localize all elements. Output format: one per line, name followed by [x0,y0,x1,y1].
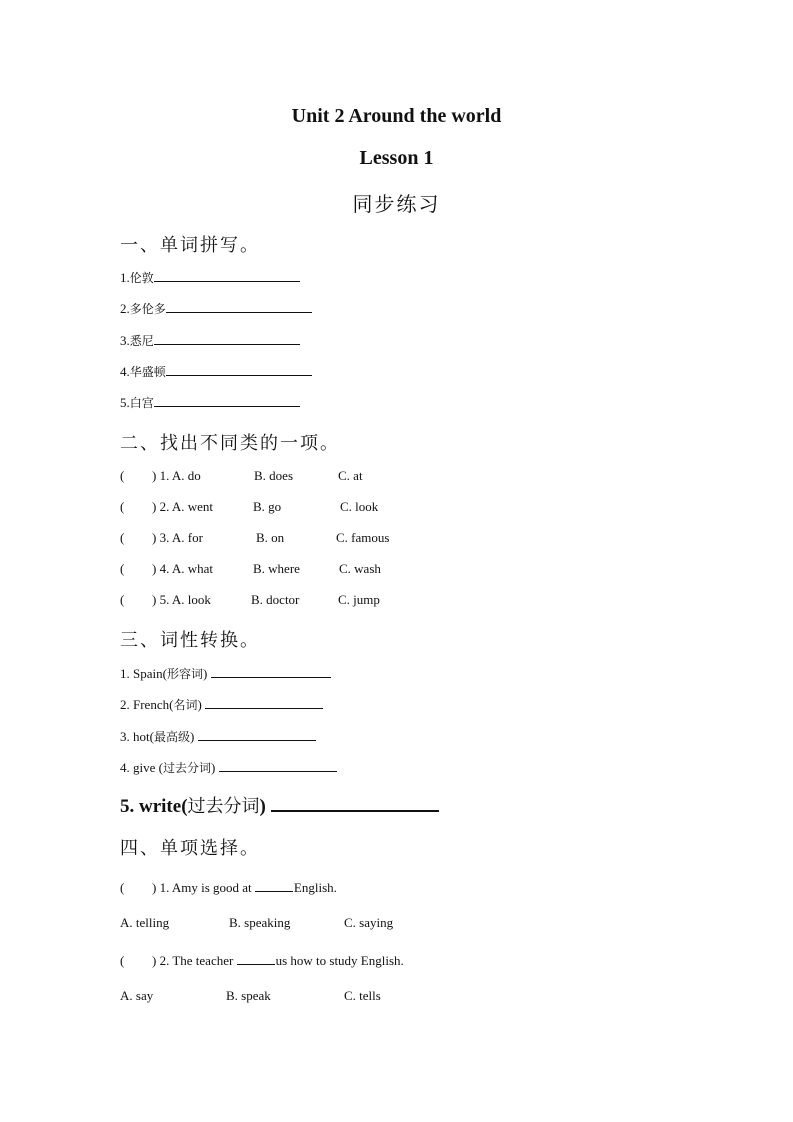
item-stem: 5. write( [120,796,188,817]
word-form-item-3 [120,728,316,745]
stem-text: us how to study English. [275,953,404,968]
answer-line[interactable] [211,676,331,678]
item-number: 3. [120,333,130,348]
item-close: ) [189,729,195,744]
answer-line[interactable] [154,343,300,345]
mc-q1-option-c[interactable]: C. saying [344,915,394,930]
item-prompt: 多伦多 [129,302,166,316]
spelling-item-2 [120,300,312,317]
item-stem: 2. French( [120,697,174,712]
answer-blank[interactable] [237,963,275,965]
spelling-item-3 [120,332,300,349]
item-number: 2. [120,301,130,316]
item-close: ) [197,697,202,712]
odd-one-out-paren: ( [120,499,125,514]
section-2-heading: 二、找出不同类的一项。 [120,433,340,454]
odd-one-out-q2-c[interactable]: C. look [340,499,379,514]
spelling-item-4 [120,363,312,380]
odd-one-out-q2-b[interactable]: B. go [253,499,282,514]
answer-line[interactable] [271,809,439,812]
section-1-heading: 一、单词拼写。 [120,235,260,256]
odd-one-out-q2[interactable]: ) 2. A. went [152,499,214,514]
odd-one-out-q5-c[interactable]: C. jump [338,592,380,607]
item-hint: 最高级 [153,730,190,744]
item-number: 1. [120,270,130,285]
odd-one-out-q3-c[interactable]: C. famous [336,530,390,545]
item-close: ) [202,666,208,681]
item-prompt: 悉尼 [129,334,154,348]
odd-one-out-q4-c[interactable]: C. wash [339,561,381,576]
item-hint: 过去分词 [187,796,260,817]
item-prompt: 华盛顿 [129,365,166,379]
mc-q1-option-a[interactable]: A. telling [120,915,170,930]
odd-one-out-q1[interactable]: ) 1. A. do [152,468,201,483]
item-stem: 1. Spain( [120,666,167,681]
word-form-item-1 [120,665,331,682]
item-stem: 3. hot( [120,729,154,744]
answer-line[interactable] [198,739,316,741]
page-title: Unit 2 Around the world [291,105,502,127]
section-3-heading: 三、词性转换。 [120,630,260,651]
stem-text: English. [293,880,337,895]
spelling-item-1 [120,269,300,286]
odd-one-out-q1-c[interactable]: C. at [338,468,363,483]
odd-one-out-q5-b[interactable]: B. doctor [251,592,300,607]
mc-q2-option-a[interactable]: A. say [120,988,154,1003]
odd-one-out-q1-b[interactable]: B. does [254,468,293,483]
odd-one-out-paren: ( [120,592,125,607]
answer-line[interactable] [219,770,337,772]
odd-one-out-q3[interactable]: ) 3. A. for [152,530,203,545]
page-subtitle: 同步练习 [352,192,441,216]
mc-q1-stem [152,880,337,896]
item-hint: 名词 [173,698,198,712]
mc-q2-stem [152,953,404,969]
stem-text: ) 1. Amy is good at [152,880,252,895]
odd-one-out-paren: ( [120,530,125,545]
answer-blank[interactable] [255,890,293,892]
odd-one-out-q5[interactable]: ) 5. A. look [152,592,211,607]
stem-text: ) 2. The teacher [152,953,234,968]
odd-one-out-paren: ( [120,561,125,576]
word-form-item-4 [120,759,337,776]
mc-q1-option-b[interactable]: B. speaking [229,915,291,930]
odd-one-out-paren: ( [120,468,125,483]
answer-line[interactable] [166,311,312,313]
item-hint: 形容词 [166,667,203,681]
item-prompt: 伦敦 [129,271,154,285]
section-4-heading: 四、单项选择。 [120,838,260,859]
word-form-item-2 [120,696,323,713]
item-hint: 过去分词 [162,761,211,775]
item-number: 4. [120,364,130,379]
odd-one-out-q4-b[interactable]: B. where [253,561,300,576]
mc-q2-option-b[interactable]: B. speak [226,988,271,1003]
spelling-item-5 [120,394,300,411]
answer-line[interactable] [166,374,312,376]
odd-one-out-q4[interactable]: ) 4. A. what [152,561,214,576]
mc-q1-paren: ( [120,880,125,895]
word-form-item-5 [120,792,439,818]
item-prompt: 白宫 [129,396,154,410]
item-stem: 4. give ( [120,760,163,775]
item-number: 5. [120,395,130,410]
item-close: ) [210,760,216,775]
mc-q2-option-c[interactable]: C. tells [344,988,381,1003]
mc-q2-paren: ( [120,953,125,968]
answer-line[interactable] [154,405,300,407]
odd-one-out-q3-b[interactable]: B. on [256,530,285,545]
answer-line[interactable] [154,280,300,282]
item-close: ) [259,796,266,817]
lesson-title: Lesson 1 [359,147,434,169]
answer-line[interactable] [205,707,323,709]
